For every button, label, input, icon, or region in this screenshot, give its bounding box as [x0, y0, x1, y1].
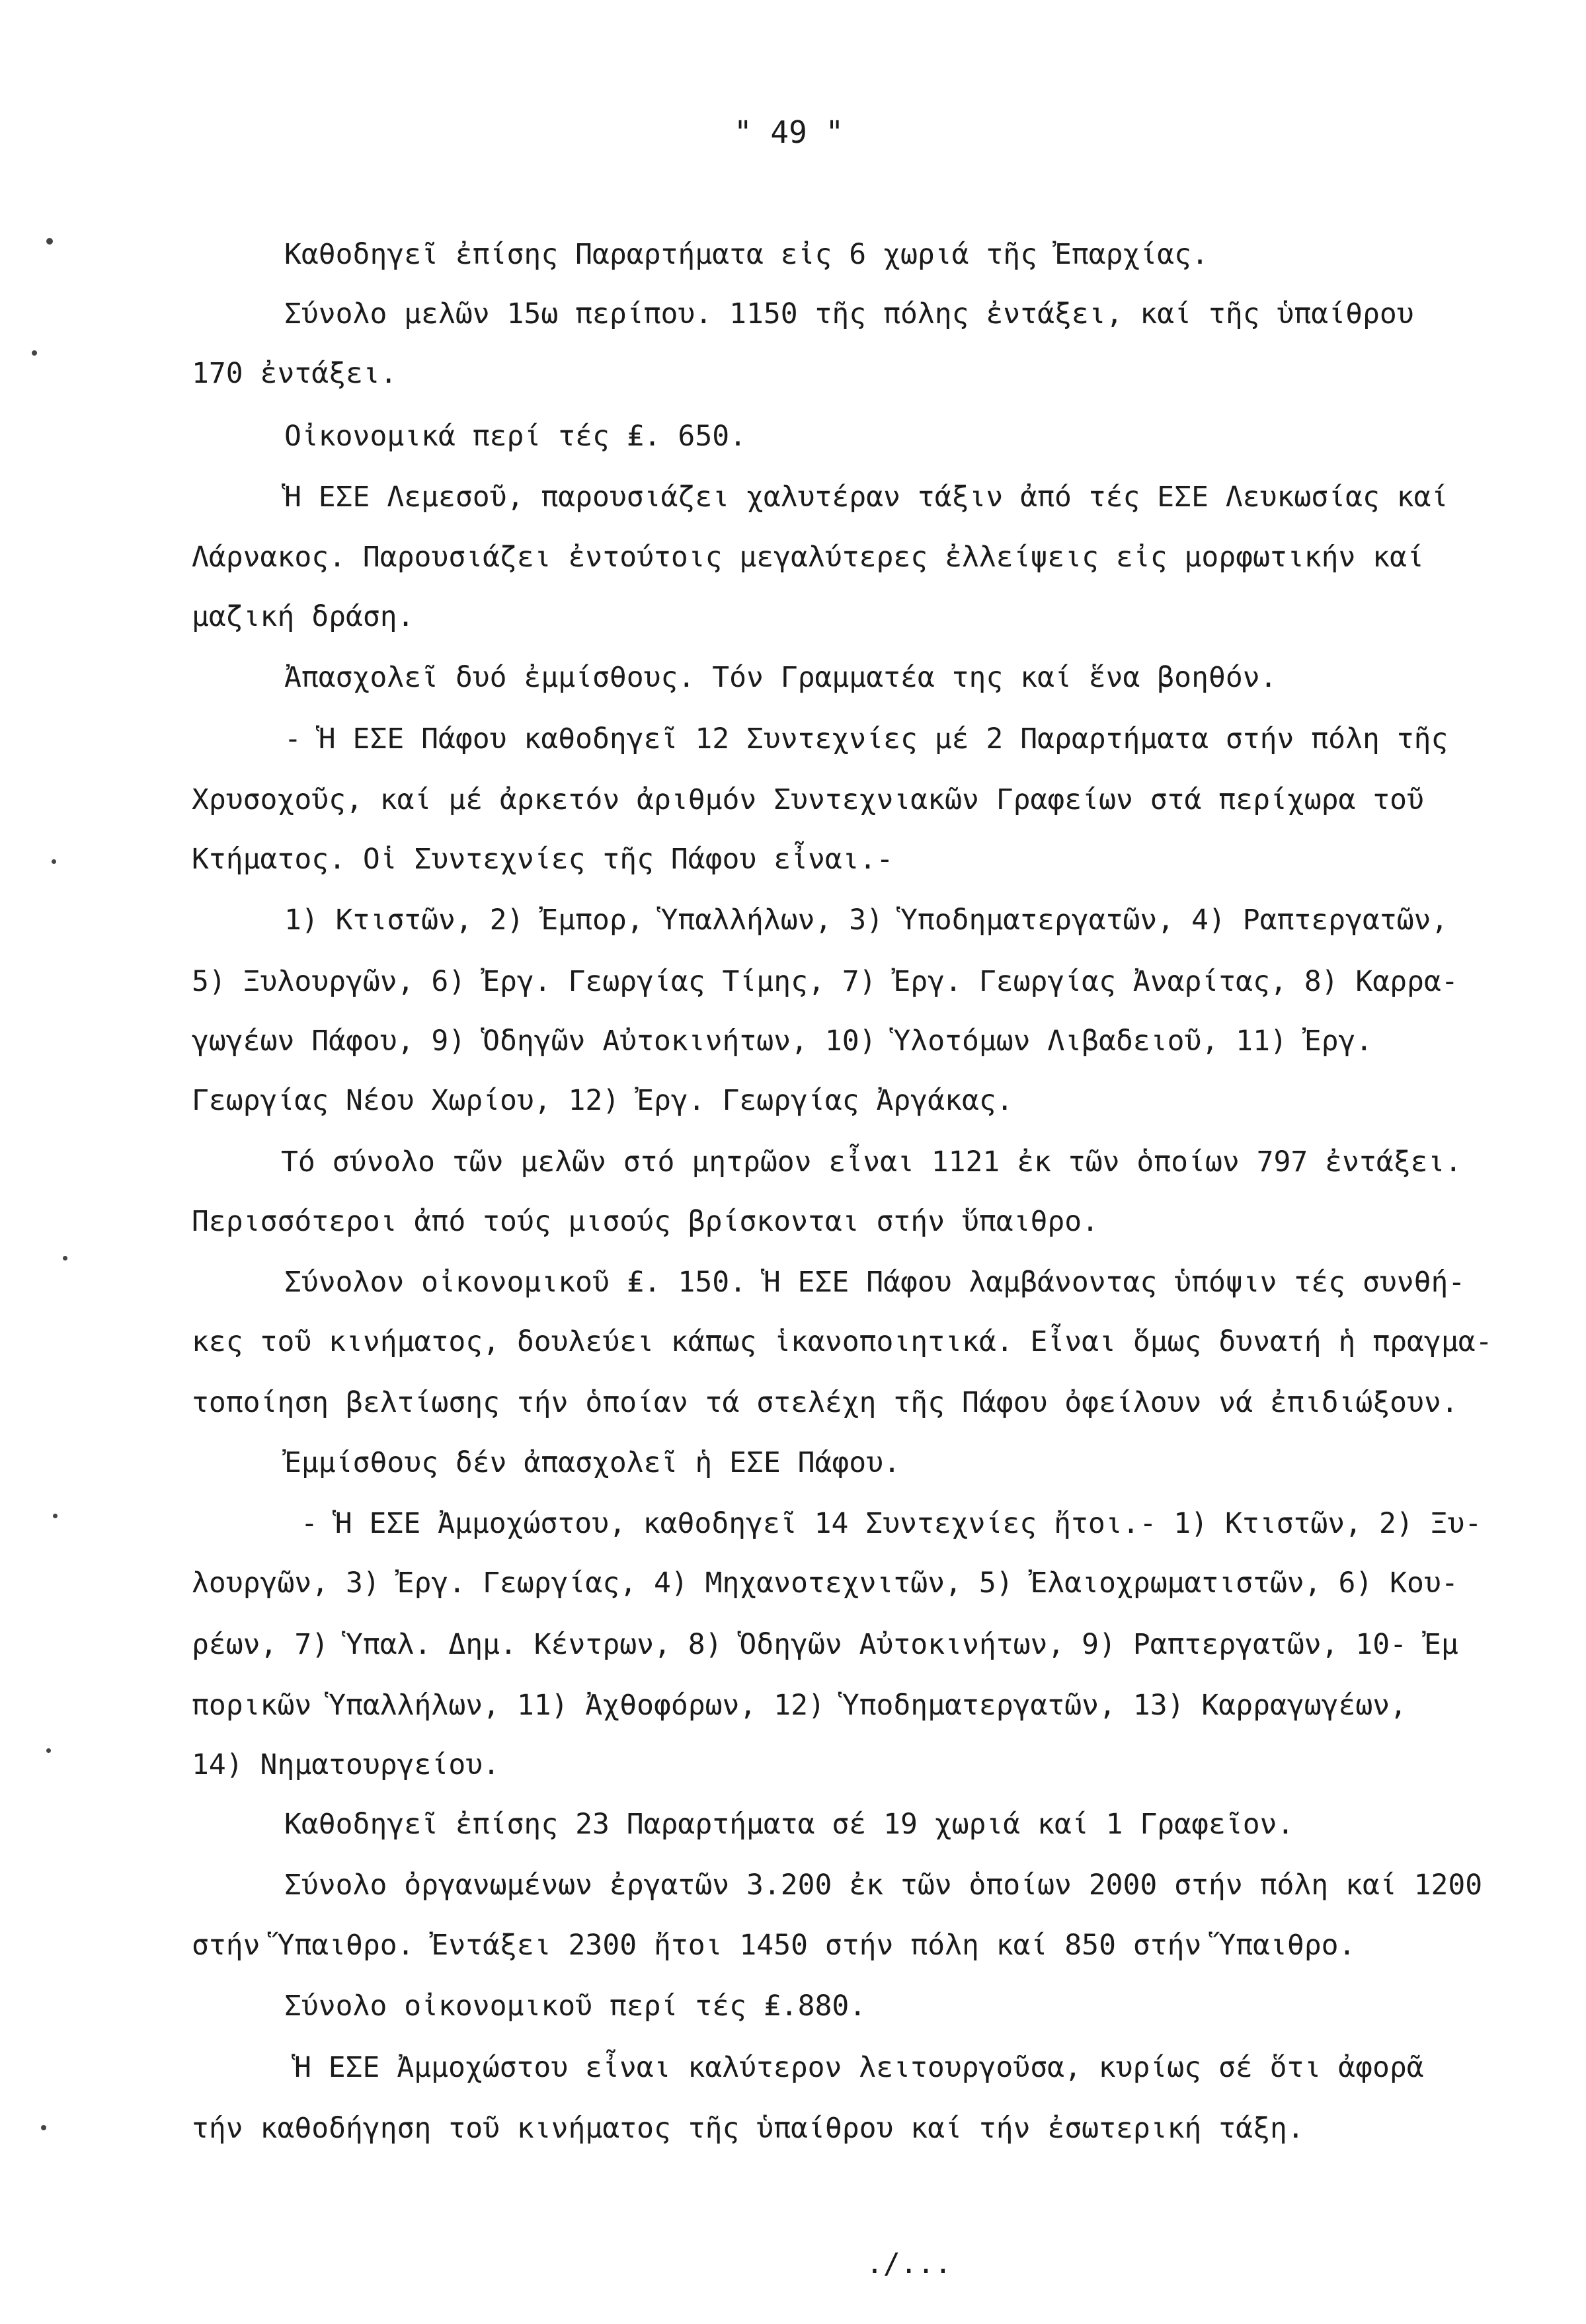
text-line: Ἐμμίσθους δέν ἀπασχολεῖ ἡ ΕΣΕ Πάφου.: [284, 1446, 900, 1479]
scan-speck: [41, 2125, 46, 2130]
text-line: Ἡ ΕΣΕ Ἀμμοχώστου εἶναι καλύτερον λειτουργοῦσα, κυρίως σέ ὅτι ἀφορᾶ: [294, 2051, 1424, 2084]
page-number: " 49 ": [734, 114, 844, 150]
scan-speck: [32, 350, 37, 356]
continuation-mark: ./...: [866, 2247, 952, 2280]
text-line: κες τοῦ κινήματος, δουλεύει κάπως ἱκανοποιητικά. Εἶναι ὅμως δυνατή ἡ πραγμα-: [192, 1325, 1493, 1358]
text-line: Σύνολο ὀργανωμένων ἐργατῶν 3.200 ἐκ τῶν ὁποίων 2000 στήν πόλη καί 1200: [284, 1869, 1483, 1902]
text-line: 14) Νηματουργείου.: [192, 1748, 500, 1781]
text-line: Ἀπασχολεῖ δυό ἐμμίσθους. Τόν Γραμματέα της καί ἕνα βοηθόν.: [284, 661, 1277, 694]
text-line: Καθοδηγεῖ ἐπίσης Παραρτήματα εἰς 6 χωριά τῆς Ἐπαρχίας.: [284, 238, 1209, 271]
text-line: Περισσότεροι ἀπό τούς μισούς βρίσκονται στήν ὕπαιθρο.: [192, 1205, 1099, 1238]
text-line: πορικῶν Ὑπαλλήλων, 11) Ἀχθοφόρων, 12) Ὑποδηματεργατῶν, 13) Καρραγωγέων,: [192, 1689, 1408, 1722]
scan-speck: [46, 1748, 51, 1753]
text-line: τήν καθοδήγηση τοῦ κινήματος τῆς ὑπαίθρου καί τήν ἐσωτερική τάξη.: [192, 2112, 1304, 2145]
text-line: - Ἡ ΕΣΕ Ἀμμοχώστου, καθοδηγεῖ 14 Συντεχνίες ἤτοι.- 1) Κτιστῶν, 2) Ξυ-: [301, 1507, 1482, 1540]
text-line: Τό σύνολο τῶν μελῶν στό μητρῶον εἶναι 1121 ἐκ τῶν ὁποίων 797 ἐντάξει.: [281, 1145, 1462, 1179]
text-line: 5) Ξυλουργῶν, 6) Ἐργ. Γεωργίας Τίμης, 7) Ἐργ. Γεωργίας Ἀναρίτας, 8) Καρρα-: [192, 965, 1458, 998]
scan-speck: [52, 859, 56, 864]
text-line: Καθοδηγεῖ ἐπίσης 23 Παραρτήματα σέ 19 χωριά καί 1 Γραφεῖον.: [284, 1808, 1294, 1841]
text-line: μαζική δράση.: [192, 600, 415, 633]
text-line: γωγέων Πάφου, 9) Ὁδηγῶν Αὐτοκινήτων, 10) Ὑλοτόμων Λιβαδειοῦ, 11) Ἐργ.: [192, 1025, 1373, 1058]
text-line: Κτήματος. Οἱ Συντεχνίες τῆς Πάφου εἶναι.-: [192, 843, 894, 876]
text-line: τοποίηση βελτίωσης τήν ὁποίαν τά στελέχη τῆς Πάφου ὀφείλουν νά ἐπιδιώξουν.: [192, 1386, 1458, 1419]
scan-speck: [63, 1256, 67, 1260]
text-line: Γεωργίας Νέου Χωρίου, 12) Ἐργ. Γεωργίας Ἀργάκας.: [192, 1084, 1013, 1117]
text-line: ρέων, 7) Ὑπαλ. Δημ. Κέντρων, 8) Ὁδηγῶν Αὐτοκινήτων, 9) Ραπτεργατῶν, 10- Ἐμ: [192, 1628, 1458, 1661]
text-line: Σύνολον οἰκονομικοῦ ₤. 150. Ἡ ΕΣΕ Πάφου λαμβάνοντας ὑπόψιν τές συνθή-: [284, 1266, 1466, 1299]
text-line: 1) Κτιστῶν, 2) Ἐμπορ, Ὑπαλλήλων, 3) Ὑποδηματεργατῶν, 4) Ραπτεργατῶν,: [284, 904, 1448, 937]
scan-speck: [46, 238, 53, 245]
scan-speck: [53, 1514, 58, 1518]
text-line: Οἰκονομικά περί τές ₤. 650.: [284, 420, 746, 453]
text-line: 170 ἐντάξει.: [192, 357, 397, 390]
text-line: Λάρνακος. Παρουσιάζει ἐντούτοις μεγαλύτερες ἐλλείψεις εἰς μορφωτικήν καί: [192, 541, 1424, 574]
text-line: λουργῶν, 3) Ἐργ. Γεωργίας, 4) Μηχανοτεχνιτῶν, 5) Ἐλαιοχρωματιστῶν, 6) Κου-: [192, 1567, 1458, 1600]
text-line: Χρυσοχοῦς, καί μέ ἀρκετόν ἀριθμόν Συντεχνιακῶν Γραφείων στά περίχωρα τοῦ: [192, 783, 1424, 816]
text-line: - Ἡ ΕΣΕ Πάφου καθοδηγεῖ 12 Συντεχνίες μέ 2 Παραρτήματα στήν πόλη τῆς: [284, 722, 1448, 755]
text-line: Σύνολο μελῶν 15ω περίπου. 1150 τῆς πόλης ἐντάξει, καί τῆς ὑπαίθρου: [284, 297, 1414, 330]
text-line: Ἡ ΕΣΕ Λεμεσοῦ, παρουσιάζει χαλυτέραν τάξιν ἀπό τές ΕΣΕ Λευκωσίας καί: [284, 481, 1448, 514]
text-line: Σύνολο οἰκονομικοῦ περί τές ₤.880.: [284, 1990, 867, 2023]
text-line: στήν Ὕπαιθρο. Ἐντάξει 2300 ἤτοι 1450 στήν πόλη καί 850 στήν Ὕπαιθρο.: [192, 1929, 1356, 1962]
